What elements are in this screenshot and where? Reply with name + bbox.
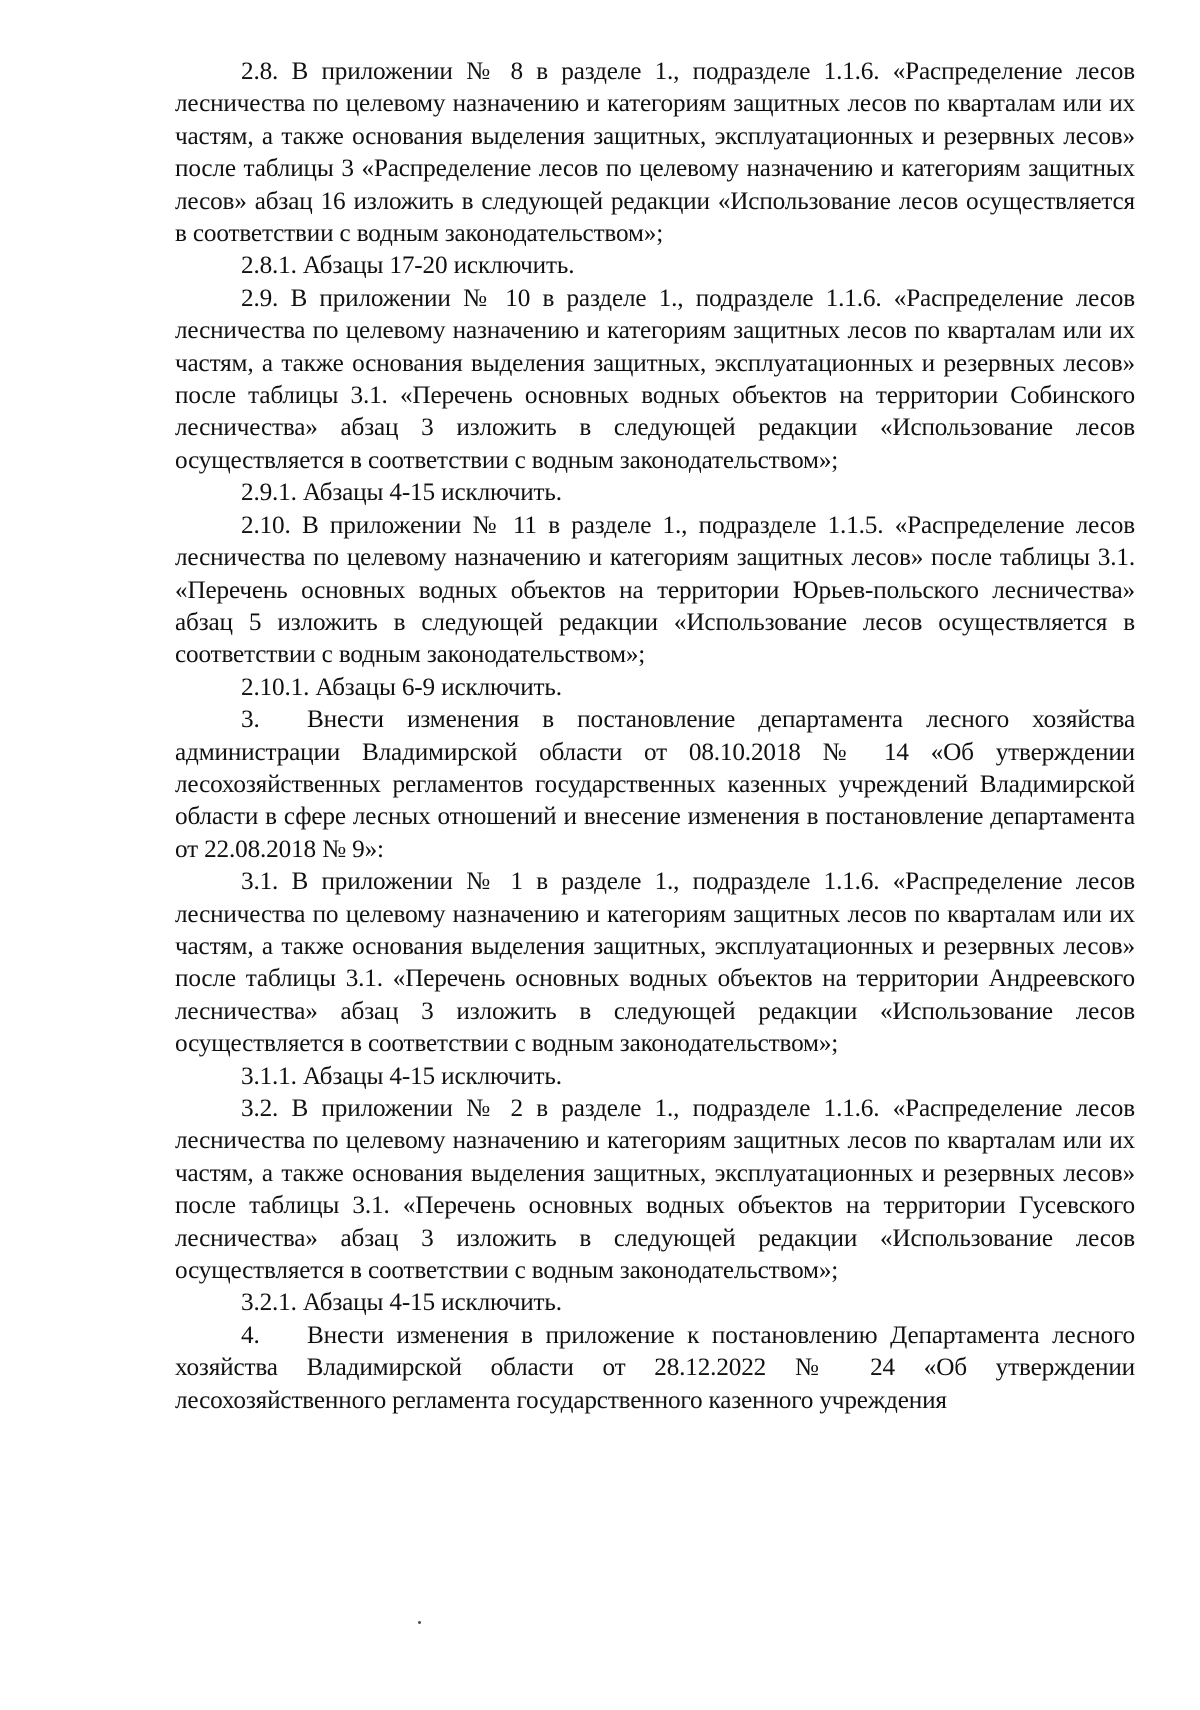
paragraph-3-1-1 — [175, 1061, 1135, 1093]
paragraph-text: Внести изменения в приложение к постановлению Департамента лесного хозяйства Владимирской области от 28.12.2022 № 24 «Об утверждении лесохозяйственного регламента государственного казенного учреждения — [175, 1321, 1135, 1414]
paragraph-3 — [175, 704, 1135, 866]
paragraph-2-10 — [175, 510, 1135, 672]
paragraph-text: Внести изменения в постановление департамента лесного хозяйства администрации Владимирской области от 08.10.2018 № 14 «Об утверждении лесохозяйственных регламентов государственных казенных учреждений Владимирской области в сфере лесных отношений и внесение изменения в постановление департамента от 22.08.2018 № 9»: — [175, 706, 1135, 863]
paragraph-2-9-1 — [175, 477, 1135, 509]
paragraph-text: 2.8.1. Абзацы 17-20 исключить. — [241, 252, 575, 280]
paragraph-2-10-1 — [175, 672, 1135, 704]
paragraph-text: 3.1.1. Абзацы 4-15 исключить. — [241, 1062, 562, 1090]
paragraph-2-8-1 — [175, 250, 1135, 282]
paragraph-text: 2.9. В приложении № 10 в разделе 1., подразделе 1.1.6. «Распределение лесов лесничества по целевому назначению и категориям защитных лесов по кварталам или их частям, а также основания выделения защитных, эксплуатационных и резервных лесов» после таблицы 3.1. «Перечень основных водных объектов на территории Собинского лесничества» абзац 3 изложить в следующей редакции «Использование лесов осуществляется в соответствии с водным законодательством»; — [175, 284, 1135, 474]
paragraph-4 — [175, 1320, 1135, 1417]
paragraph-text: 3.1. В приложении № 1 в разделе 1., подразделе 1.1.6. «Распределение лесов лесничества по целевому назначению и категориям защитных лесов по кварталам или их частям, а также основания выделения защитных, эксплуатационных и резервных лесов» после таблицы 3.1. «Перечень основных водных объектов на территории Андреевского лесничества» абзац 3 изложить в следующей редакции «Использование лесов осуществляется в соответствии с водным законодательством»; — [175, 868, 1135, 1058]
paragraph-text: 2.9.1. Абзацы 4-15 исключить. — [241, 479, 562, 507]
paragraph-2-9 — [175, 283, 1135, 477]
paragraph-text: 2.10.1. Абзацы 6-9 исключить. — [241, 673, 562, 701]
document-body — [175, 56, 1135, 1417]
paragraph-3-2 — [175, 1093, 1135, 1287]
paragraph-3-1 — [175, 866, 1135, 1060]
paragraph-3-2-1 — [175, 1287, 1135, 1319]
paragraph-text: 3.2.1. Абзацы 4-15 исключить. — [241, 1289, 562, 1317]
paragraph-number: 3. — [241, 706, 260, 734]
paragraph-text: 2.8. В приложении № 8 в разделе 1., подразделе 1.1.6. «Распределение лесов лесничества по целевому назначению и категориям защитных лесов по кварталам или их частям, а также основания выделения защитных, эксплуатационных и резервных лесов» после таблицы 3 «Распределение лесов по целевому назначению и категориям защитных лесов» абзац 16 изложить в следующей редакции «Использование лесов осуществляется в соответствии с водным законодательством»; — [175, 58, 1135, 248]
scan-speck — [418, 1621, 421, 1624]
paragraph-text: 3.2. В приложении № 2 в разделе 1., подразделе 1.1.6. «Распределение лесов лесничества по целевому назначению и категориям защитных лесов по кварталам или их частям, а также основания выделения защитных, эксплуатационных и резервных лесов» после таблицы 3.1. «Перечень основных водных объектов на территории Гусевского лесничества» абзац 3 изложить в следующей редакции «Использование лесов осуществляется в соответствии с водным законодательством»; — [175, 1095, 1135, 1285]
paragraph-2-8 — [175, 56, 1135, 250]
paragraph-text: 2.10. В приложении № 11 в разделе 1., подразделе 1.1.5. «Распределение лесов лесничества по целевому назначению и категориям защитных лесов» после таблицы 3.1. «Перечень основных водных объектов на территории Юрьев-польского лесничества» абзац 5 изложить в следующей редакции «Использование лесов осуществляется в соответствии с водным законодательством»; — [175, 511, 1135, 669]
paragraph-number: 4. — [241, 1321, 260, 1349]
